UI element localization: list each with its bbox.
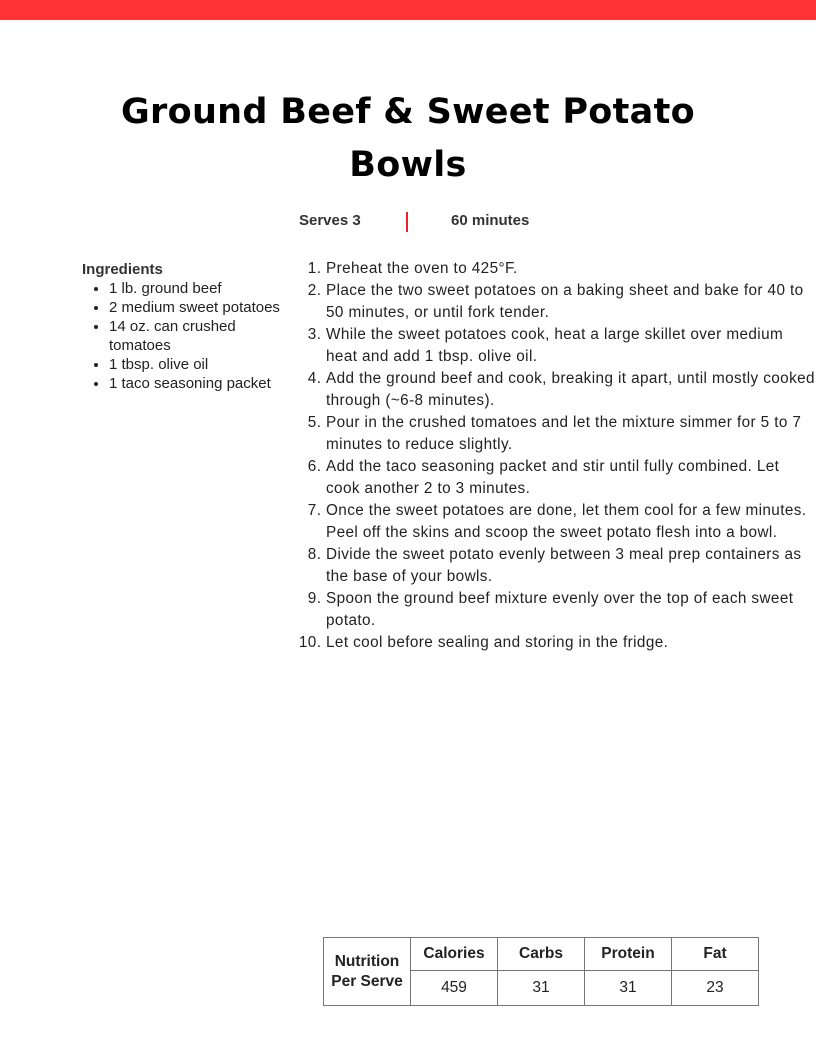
nutrition-header-carbs: Carbs: [498, 938, 585, 971]
instruction-step: 9. Spoon the ground beef mixture evenly over the top of each sweet potato.: [326, 588, 816, 632]
nutrition-label: [324, 938, 411, 1006]
time-text: 60 minutes: [451, 212, 530, 229]
instructions-list: [296, 258, 816, 654]
instruction-step: 8. Divide the sweet potato evenly between 3 meal prep containers as the base of your bowls.: [326, 544, 816, 588]
meta-divider: [406, 212, 408, 232]
nutrition-header-fat: Fat: [672, 938, 759, 971]
ingredient-item: • 1 lb. ground beef: [109, 279, 292, 298]
ingredients-section: [82, 260, 292, 393]
nutrition-table: [323, 937, 759, 1006]
serves-text: Serves 3: [299, 212, 361, 229]
instruction-step: 4. Add the ground beef and cook, breaking it apart, until mostly cooked through (~6-8 minutes).: [326, 368, 816, 412]
nutrition-label-line2: Per Serve: [331, 972, 403, 990]
top-accent-bar: [0, 0, 816, 20]
instruction-step: 6. Add the taco seasoning packet and stir until fully combined. Let cook another 2 to 3 minutes.: [326, 456, 816, 500]
instruction-step: 10. Let cool before sealing and storing in the fridge.: [326, 632, 816, 654]
nutrition-header-calories: Calories: [411, 938, 498, 971]
ingredient-item: • 1 taco seasoning packet: [109, 374, 292, 393]
ingredient-item: • 14 oz. can crushed tomatoes: [109, 317, 292, 355]
ingredient-item: • 1 tbsp. olive oil: [109, 355, 292, 374]
nutrition-label-line1: Nutrition: [334, 952, 400, 970]
ingredient-item: • 2 medium sweet potatoes: [109, 298, 292, 317]
instruction-step: 7. Once the sweet potatoes are done, let them cool for a few minutes. Peel off the skins and scoop the sweet potato flesh into a bowl.: [326, 500, 816, 544]
ingredients-list: [82, 279, 292, 393]
recipe-title: Ground Beef & Sweet Potato Bowls: [121, 92, 695, 185]
nutrition-value-protein: 31: [585, 971, 672, 1006]
instruction-step: 3. While the sweet potatoes cook, heat a large skillet over medium heat and add 1 tbsp. olive oil.: [326, 324, 816, 368]
nutrition-header-protein: Protein: [585, 938, 672, 971]
ingredients-heading: Ingredients: [82, 261, 163, 278]
nutrition-value-calories: 459: [411, 971, 498, 1006]
nutrition-value-fat: 23: [672, 971, 759, 1006]
instruction-step: 1. Preheat the oven to 425°F.: [326, 258, 816, 280]
nutrition-value-carbs: 31: [498, 971, 585, 1006]
instruction-step: 5. Pour in the crushed tomatoes and let the mixture simmer for 5 to 7 minutes to reduce slightly.: [326, 412, 816, 456]
instruction-step: 2. Place the two sweet potatoes on a baking sheet and bake for 40 to 50 minutes, or until fork tender.: [326, 280, 816, 324]
